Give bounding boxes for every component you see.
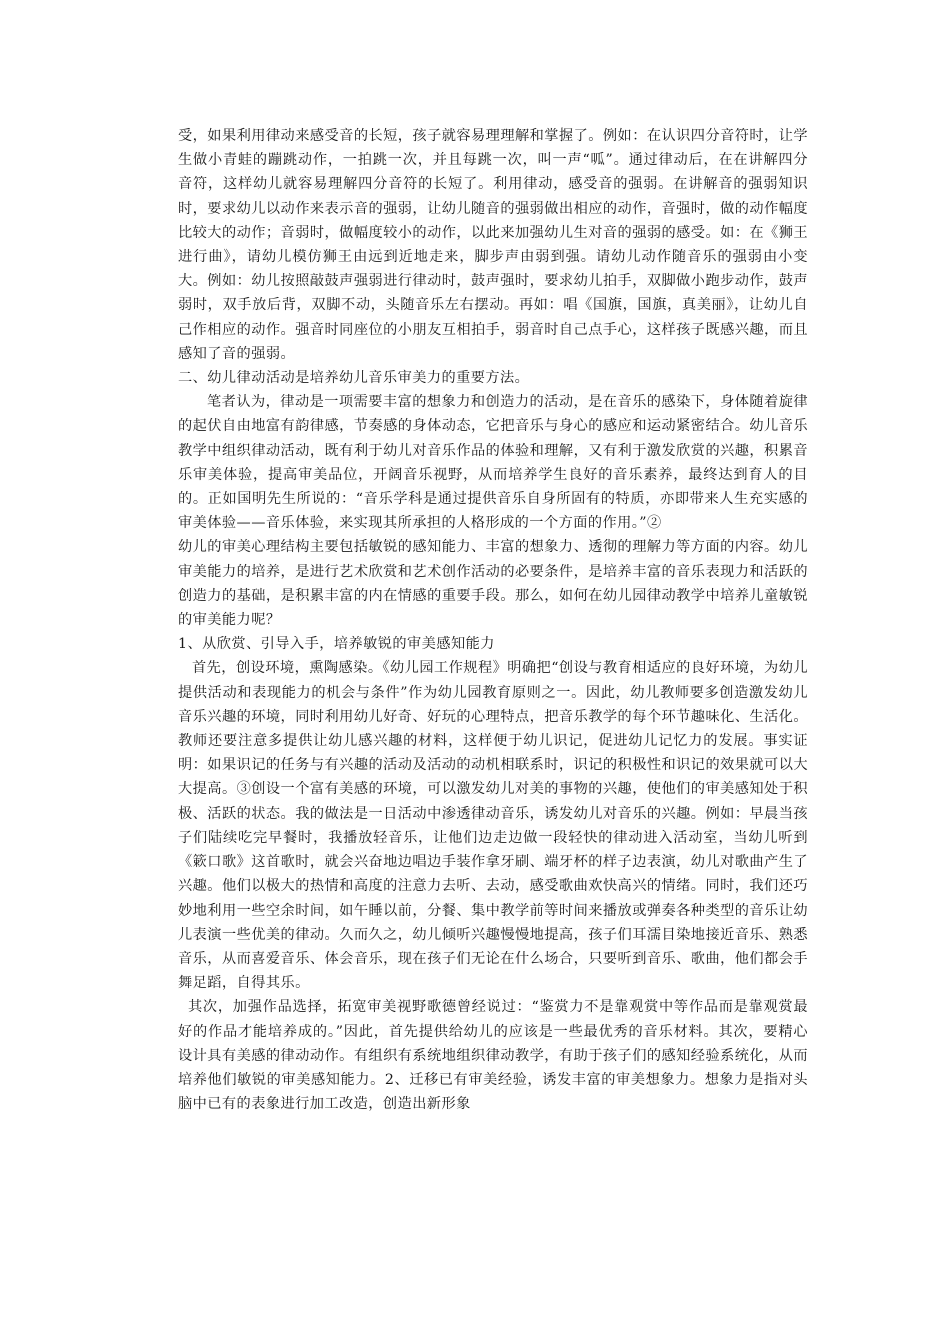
document-page	[178, 124, 808, 1116]
subsection-heading: 1、从欣赏、引导入手，培养敏锐的审美感知能力	[178, 636, 495, 653]
body-paragraph: 笔者认为，律动是一项需要丰富的想象力和创造力的活动，是在音乐的感染下，身体随着旋律的起伏自由地富有韵律感，节奏感的身体动态，它把音乐与身心的感应和运动紧密结合。幼儿音乐教学中组织律动活动，既有利于幼儿对音乐作品的体验和理解，又有利于激发欣赏的兴趣，积累音乐审美体验，提高审美品位，开阔音乐视野，从而培养学生良好的音乐素养，最终达到育人的目的。正如国明先生所说的：“音乐学科是通过提供音乐自身所固有的特质，亦即带来人生充实感的审美体验——音乐体验，来实现其所承担的人格形成的一个方面的作用。”②	[178, 394, 808, 532]
section-heading: 二、幼儿律动活动是培养幼儿音乐审美力的重要方法。	[178, 370, 530, 387]
body-paragraph: 幼儿的审美心理结构主要包括敏锐的感知能力、丰富的想象力、透彻的理解力等方面的内容。幼儿审美能力的培养，是进行艺术欣赏和艺术创作活动的必要条件，是培养丰富的音乐表现力和活跃的创造力的基础，是积累丰富的内在情感的重要手段。那么，如何在幼儿园律动教学中培养儿童敏锐的审美能力呢？	[178, 539, 808, 629]
body-paragraph: 首先，创设环境，熏陶感染。《幼儿园工作规程》明确把“创设与教育相适应的良好环境，为幼儿提供活动和表现能力的机会与条件”作为幼儿园教育原则之一。因此，幼儿教师要多创造激发幼儿音乐兴趣的环境，同时利用幼儿好奇、好玩的心理特点，把音乐教学的每个环节趣味化、生活化。教师还要注意多提供让幼儿感兴趣的材料，这样便于幼儿识记，促进幼儿记忆力的发展。事实证明：如果识记的任务与有兴趣的活动及活动的动机相联系时，识记的积极性和识记的效果就可以大大提高。③创设一个富有美感的环境，可以激发幼儿对美的事物的兴趣，使他们的审美感知处于积极、活跃的状态。我的做法是一日活动中渗透律动音乐，诱发幼儿对音乐的兴趣。例如：早晨当孩子们陆续吃完早餐时，我播放轻音乐，让他们边走边做一段轻快的律动进入活动室，当幼儿听到《簌口歌》这首歌时，就会兴奋地边唱边手装作拿牙刷、端牙杯的样子边表演，幼儿对歌曲产生了兴趣。他们以极大的热情和高度的注意力去听、去动，感受歌曲欢快高兴的情绪。同时，我们还巧妙地利用一些空余时间，如午睡以前，分餐、集中教学前等时间来播放或弹奏各种类型的音乐让幼儿表演一些优美的律动。久而久之，幼儿倾听兴趣慢慢地提高，孩子们耳濡目染地接近音乐、熟悉音乐，从而喜爱音乐、体会音乐，现在孩子们无论在什么场合，只要听到音乐、歌曲，他们都会手舞足蹈，自得其乐。	[178, 660, 808, 992]
body-paragraph: 受，如果利用律动来感受音的长短，孩子就容易理理解和掌握了。例如：在认识四分音符时，让学生做小青蛙的蹦跳动作，一拍跳一次，并且每跳一次，叫一声“呱”。通过律动后，在在讲解四分音符，这样幼儿就容易理解四分音符的长短了。利用律动，感受音的强弱。在讲解音的强弱知识时，要求幼儿以动作来表示音的强弱，让幼儿随音的强弱做出相应的动作，音强时，做的动作幅度比较大的动作；音弱时，做幅度较小的动作，以此来加强幼儿生对音的强弱的感受。如：在《狮王进行曲》，请幼儿模仿狮王由远到近地走来，脚步声由弱到强。请幼儿动作随音乐的强弱由小变大。例如：幼儿按照敲鼓声强弱进行律动时，鼓声强时，要求幼儿拍手，双脚做小跑步动作，鼓声弱时，双手放后背，双脚不动，头随音乐左右摆动。再如：唱《国旗，国旗，真美丽》，让幼儿自己作相应的动作。强音时同座位的小朋友互相拍手，弱音时自己点手心，这样孩子既感兴趣，而且感知了音的强弱。	[178, 128, 808, 362]
body-paragraph: 其次，加强作品选择，拓宽审美视野歌德曾经说过：“鉴赏力不是靠观赏中等作品而是靠观赏最好的作品才能培养成的。”因此，首先提供给幼儿的应该是一些最优秀的音乐材料。其次，要精心设计具有美感的律动动作。有组织有系统地组织律动教学，有助于孩子们的感知经验系统化，从而培养他们敏锐的审美感知能力。2、迁移已有审美经验，诱发丰富的审美想象力。想象力是指对头脑中已有的表象进行加工改造，创造出新形象	[178, 999, 808, 1113]
